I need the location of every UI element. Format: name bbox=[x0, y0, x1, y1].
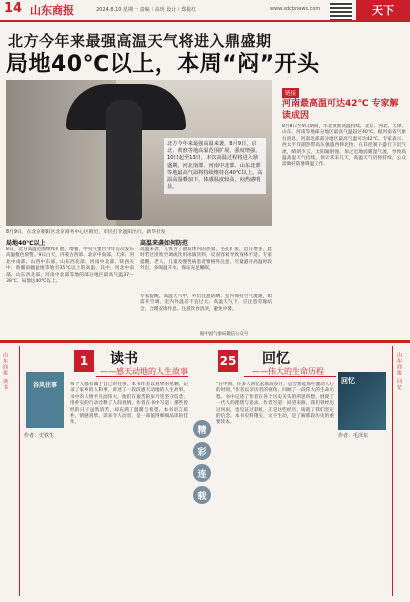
brand-name: 山东商报 bbox=[30, 4, 74, 17]
subhead-2: 高温来袭如何防范 bbox=[140, 240, 189, 247]
pedestrian-figure bbox=[106, 100, 142, 220]
sidebar-title: 河南最高温可达42℃ 专家解读成因 bbox=[282, 99, 399, 121]
serial-char-4: 载 bbox=[193, 486, 211, 504]
reading-body: 每个人都有属于自己的往事。本书作者以真挚的笔触，记录了家乡的人和事，讲述了一段段感天动地的人生故事。书中的人物平凡而伟大，他们在艰苦的岁月里坚守信念，用朴实的行动诠释了人间真情。作者在书中写道：那些曾经的日子虽然清苦，却充满了温暖与希望。本书语言质朴，情感真挚，读来令人动容，是一部值得细细品读的佳作。 bbox=[70, 382, 188, 426]
section-divider bbox=[0, 340, 410, 343]
article-credit: 据中国气象局微信公众号 bbox=[200, 332, 249, 337]
article-kicker: 北方今年来最强高温天气将进入鼎盛期 bbox=[8, 32, 272, 50]
reading-number: 1 bbox=[74, 350, 94, 372]
right-vertical-bar bbox=[392, 346, 410, 596]
reading-subtitle: ——感天动地的人生故事 bbox=[100, 367, 188, 376]
body-column-2: 高温来袭，人体为了散发体内的热量，毛孔扩张，出汗增多，此时若过度吹空调或饮用冰镇饮料，反而容易导致身体不适。专家提醒，老人、儿童及慢性病患者要格外注意，尽量避开高温时段外出，多喝温开水，保证充足睡眠。 bbox=[140, 247, 272, 272]
reading-book-author: 作者：史铁生 bbox=[24, 433, 55, 439]
reading-rule bbox=[96, 376, 188, 377]
right-vertical-label: 山东商报 回忆 bbox=[396, 352, 402, 391]
website-link[interactable]: www.sdcbnews.com bbox=[270, 6, 321, 12]
reading-title: 读书 bbox=[110, 351, 138, 367]
memoir-rule bbox=[244, 376, 336, 377]
page-number: 14 bbox=[4, 1, 23, 16]
header-divider bbox=[0, 20, 410, 22]
memoir-number: 25 bbox=[218, 350, 238, 372]
body-column-1: 8日，北方高温范围继续扩展，增强，中央气象台今年首次发布高温橙色预警。9日白天，内蒙古西部、北京中南部、天津、河北中南部、山西中东部、山东西北部、河南中北部、陕西关中、新疆南疆盆地等地有35℃以上的高温，其中，河北中南部、山东西北部、河南中北部等地的部分地区最高气温37～39℃，局地达40℃以上。 bbox=[6, 247, 134, 285]
issue-meta: 2024.8.10 星期一 责编｜高玥 设计｜郑振红 bbox=[96, 7, 197, 13]
memoir-title: 回忆 bbox=[262, 351, 290, 367]
serial-char-2: 彩 bbox=[193, 442, 211, 460]
news-photo bbox=[6, 80, 272, 226]
memoir-book-title: 回忆 bbox=[341, 377, 355, 385]
sidebar-body: 8月8日至9日期间，华北黄淮高温持续，北京、河北、天津、山东、河南等地部分地区最高气温超过40℃。据河南省气象台消息，河南北部部分地区最高气温可达42℃。专家表示，西太平洋副热带高压强盛西伸北抬，在其控制下盛行下沉气流，晴朗少云，太阳辐射强，加之近地面暖湿气流，导致高温高湿天气持续。预计未来几天，高温天气仍将持续，公众需做好防暑降温工作。 bbox=[282, 124, 406, 168]
article-headline: 局地40℃以上，本周“闷”开头 bbox=[6, 52, 320, 77]
photo-caption: 8月9日，在北京朝阳区北京商务中心区附近，市民打伞遮阳出行。新华社发 bbox=[6, 230, 166, 235]
reading-book-title: 谷风往事 bbox=[32, 382, 57, 389]
qr-code-icon bbox=[330, 1, 352, 21]
serial-char-3: 连 bbox=[193, 464, 211, 482]
left-vertical-bar bbox=[0, 346, 20, 596]
memoir-body: “在中国，许多人回忆起那段岁月，总会想起那些激动人心的时刻。”作者以亲历者的视角，回顾了一段伟大的生命历程。书中记述了作者在各个历史关头的所思所想，展现了一代人的理想与追求。作者写道：回望来路，我们曾经历过风雨，也见证过彩虹，正是这些经历，铸就了我们坚定的信念。本书史料翔实，文字生动，是了解那段历史的重要读本。 bbox=[216, 382, 334, 426]
serial-char-1: 精 bbox=[193, 420, 211, 438]
page-header bbox=[0, 0, 410, 20]
left-vertical-label: 山东商报 读书 bbox=[2, 352, 8, 391]
section-tag: 天下 bbox=[356, 0, 410, 20]
reading-book-cover bbox=[26, 372, 64, 428]
sidebar-label: 链接 bbox=[282, 88, 299, 98]
memoir-book-cover bbox=[338, 372, 386, 430]
memoir-subtitle: ——伟大的生命历程 bbox=[252, 367, 324, 376]
body-column-3: 专家提醒，高温天气中，外出注意防晒；室内保持空气流通，如需开空调，室内外温差不宜过大。高温天气下，应注意劳逸结合，合理安排作息，注意饮食清淡，避免中暑。 bbox=[140, 294, 272, 312]
photo-summary-box: 北方今年来最强高温来袭，8月9日，京北、黄淮等地高温范围扩展、强度增强，10日起至13日，本次高温过程将进入鼎盛期，河北南部、河南中北部、山东北部等地最高气温将持续维持在40℃以上。高温高湿叠加下，体感温度较高，闷热感明显。 bbox=[164, 138, 266, 194]
subhead-1: 局地40℃以上 bbox=[6, 240, 46, 247]
memoir-book-author: 作者：毛泽东 bbox=[338, 433, 369, 439]
